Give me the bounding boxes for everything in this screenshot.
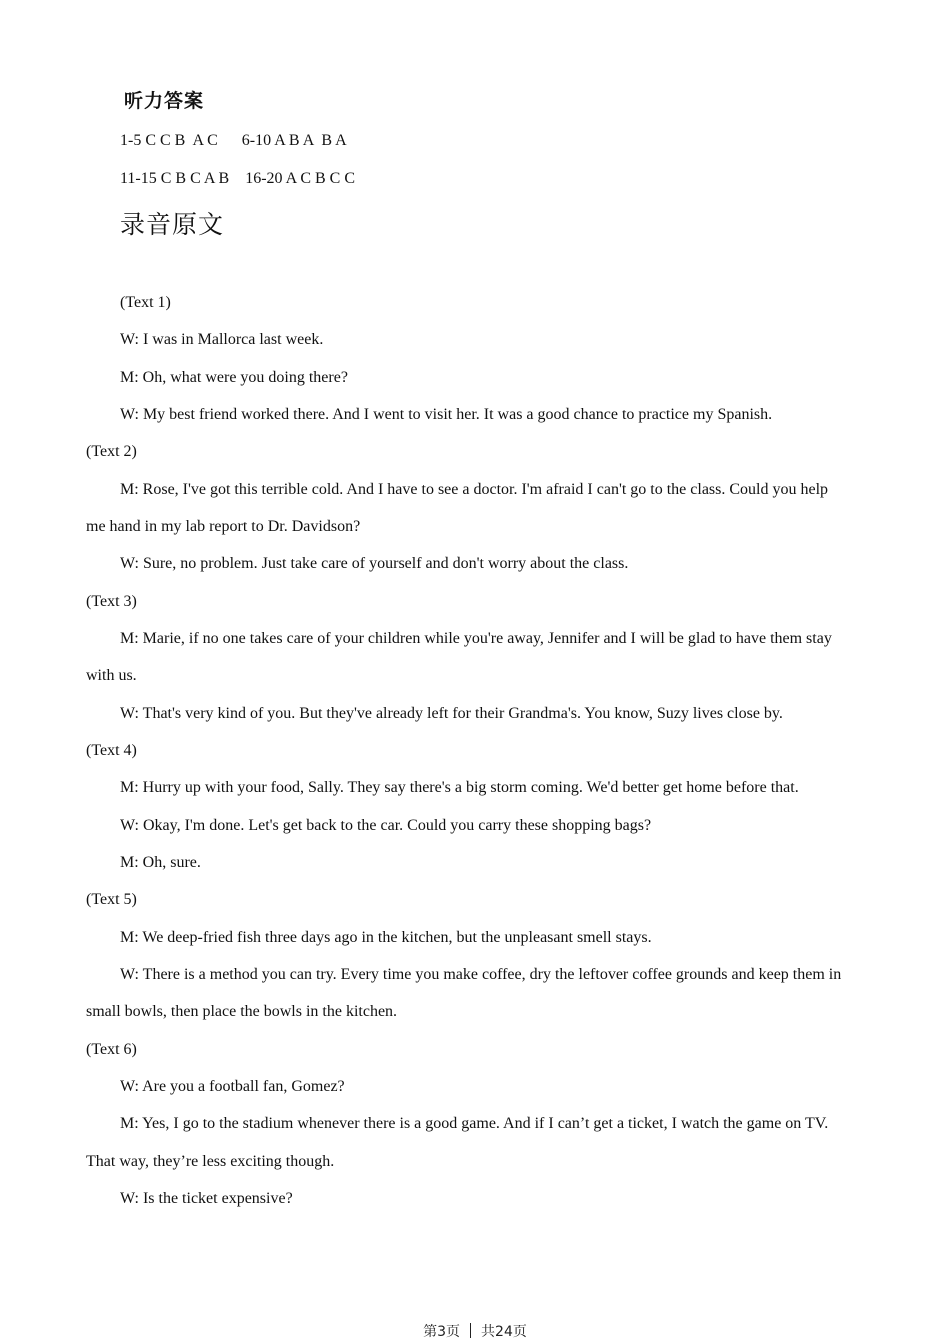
transcript-line: M: We deep-fried fish three days ago in the kitchen, but the unpleasant smell stays. [120,929,652,946]
transcript-line: (Text 1) [120,294,171,311]
transcript-line: (Text 2) [86,443,137,460]
transcript-line: W: Are you a football fan, Gomez? [120,1078,345,1095]
transcript-line: W: There is a method you can try. Every time you make coffee, dry the leftover coffee grounds and keep them in [120,966,842,983]
page-total: 共24页 [481,1324,527,1340]
transcript-heading: 录音原文 [120,210,225,239]
transcript-line: W: Sure, no problem. Just take care of yourself and don't worry about the class. [120,555,629,572]
transcript-line: W: Is the ticket expensive? [120,1190,293,1207]
page-number: 第3页 [423,1324,461,1340]
transcript-line: M: Marie, if no one takes care of your children while you're away, Jennifer and I will be glad to have them stay [120,630,832,647]
answers-line-2: 11-15 C B C A B 16-20 A C B C C [120,170,356,187]
transcript-line: M: Oh, what were you doing there? [120,369,348,386]
answers-heading: 听力答案 [124,90,205,112]
transcript-line: M: Yes, I go to the stadium whenever there is a good game. And if I can’t get a ticket, I watch the game on TV. [120,1115,829,1132]
transcript-line: That way, they’re less exciting though. [86,1153,335,1170]
transcript-line: me hand in my lab report to Dr. Davidson? [86,518,361,535]
answers-line-1: 1-5 C C B A C 6-10 A B A B A [120,132,347,149]
transcript-line: M: Hurry up with your food, Sally. They say there's a big storm coming. We'd better get home before that. [120,779,799,796]
page-footer [0,1321,950,1341]
transcript-line: (Text 3) [86,593,137,610]
transcript-line: (Text 6) [86,1041,137,1058]
footer-divider [470,1323,471,1338]
transcript-line: W: Okay, I'm done. Let's get back to the car. Could you carry these shopping bags? [120,817,652,834]
transcript-line: M: Oh, sure. [120,854,201,871]
transcript-line: M: Rose, I've got this terrible cold. And I have to see a doctor. I'm afraid I can't go to the class. Could you help [120,481,829,498]
transcript-line: (Text 4) [86,742,137,759]
transcript-line: W: That's very kind of you. But they've already left for their Grandma's. You know, Suzy lives close by. [120,705,783,722]
transcript-line: small bowls, then place the bowls in the kitchen. [86,1003,398,1020]
transcript-line: W: I was in Mallorca last week. [120,331,324,348]
transcript-line: with us. [86,667,137,684]
transcript-line: (Text 5) [86,891,137,908]
transcript-line: W: My best friend worked there. And I went to visit her. It was a good chance to practice my Spanish. [120,406,773,423]
